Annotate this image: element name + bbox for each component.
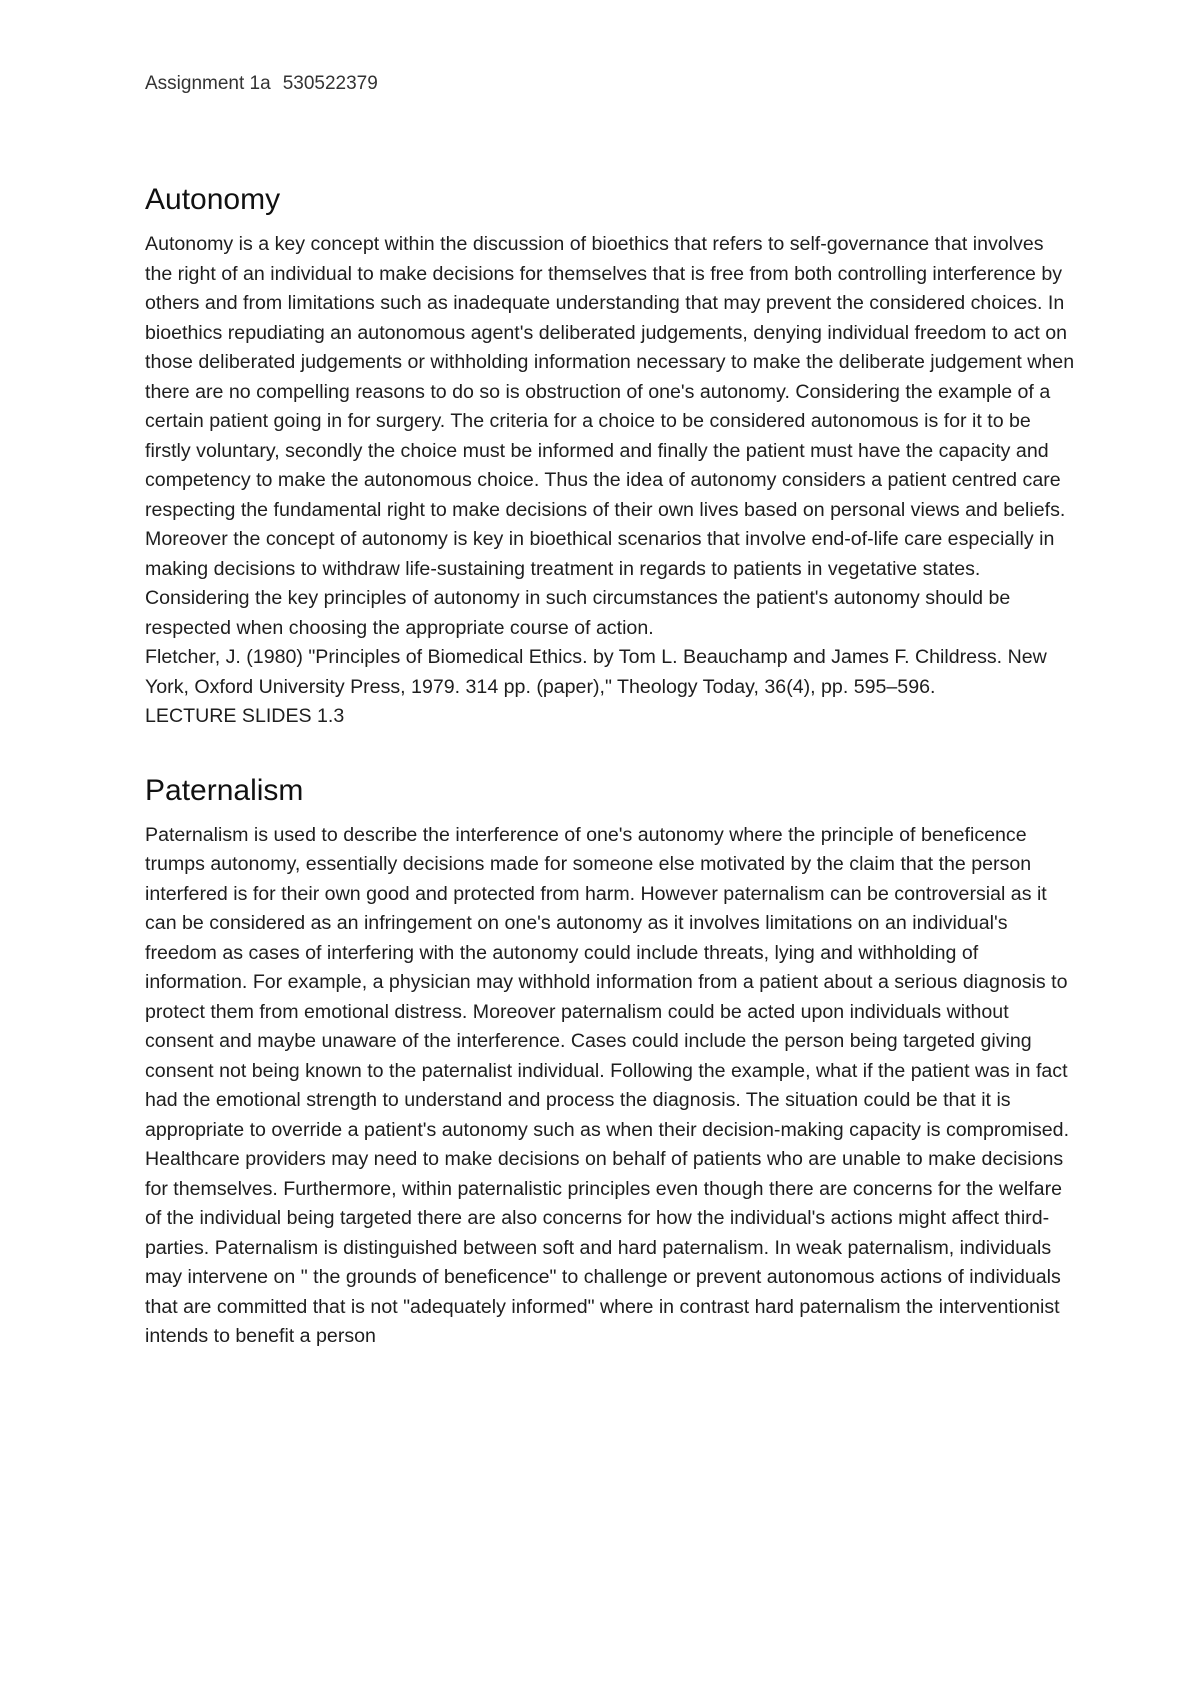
paternalism-heading: Paternalism bbox=[145, 773, 304, 807]
paternalism-paragraph: Paternalism is used to describe the interference of one's autonomy where the principle of beneficence trumps autonomy, essentially decisions made for someone else motivated by the claim that the person interfered is for their own good and protected from harm. However paternalism can be controversial as it can be considered as an infringement on one's autonomy as it involves limitations on an individual's freedom as cases of interfering with the autonomy could include threats, lying and withholding of information. For example, a physician may withhold information from a patient about a serious diagnosis to protect them from emotional distress. Moreover paternalism could be acted upon individuals without consent and maybe unaware of the interference. Cases could include the person being targeted giving consent not being known to the paternalist individual. Following the example, what if the patient was in fact had the emotional strength to understand and process the diagnosis. The situation could be that it is appropriate to override a patient's autonomy such as when their decision-making capacity is compromised. Healthcare providers may need to make decisions on behalf of patients who are unable to make decisions for themselves. Furthermore, within paternalistic principles even though there are concerns for the welfare of the individual being targeted there are also concerns for how the individual's actions might affect third-parties. Paternalism is distinguished between soft and hard paternalism. In weak paternalism, individuals may intervene on " the grounds of beneficence" to challenge or prevent autonomous actions of individuals that are committed that is not "adequately informed" where in contrast hard paternalism the interventionist intends to benefit a person bbox=[145, 823, 1070, 1347]
autonomy-reference: Fletcher, J. (1980) "Principles of Biomedical Ethics. by Tom L. Beauchamp and James F. Childress. New York, Oxford University Press, 1979. 314 pp. (paper)," Theology Today, 36(4), pp. 595–596. bbox=[145, 646, 1047, 698]
student-id: 530522379 bbox=[282, 73, 378, 94]
autonomy-paragraph: Autonomy is a key concept within the discussion of bioethics that refers to self-governance that involves the right of an individual to make decisions for themselves that is free from both controlling interference by others and from limitations such as inadequate understanding that may prevent the considered choices. In bioethics repudiating an autonomous agent's deliberated judgements, denying individual freedom to act on those deliberated judgements or withholding information necessary to make the deliberate judgement when there are no compelling reasons to do so is obstruction of one's autonomy. Considering the example of a certain patient going in for surgery. The criteria for a choice to be considered autonomous is for it to be firstly voluntary, secondly the choice must be informed and finally the patient must have the capacity and competency to make the autonomous choice. Thus the idea of autonomy considers a patient centred care respecting the fundamental right to make decisions of their own lives based on personal views and beliefs. Moreover the concept of autonomy is key in bioethical scenarios that involve end-of-life care especially in making decisions to withdraw life-sustaining treatment in regards to patients in vegetative states. Considering the key principles of autonomy in such circumstances the patient's autonomy should be respected when choosing the appropriate course of action. bbox=[145, 233, 1075, 639]
document-content bbox=[145, 70, 1075, 1352]
assignment-title: Assignment 1a bbox=[145, 73, 271, 94]
autonomy-heading: Autonomy bbox=[145, 183, 281, 216]
document-header bbox=[145, 70, 1075, 98]
lecture-reference: LECTURE SLIDES 1.3 bbox=[145, 705, 345, 727]
